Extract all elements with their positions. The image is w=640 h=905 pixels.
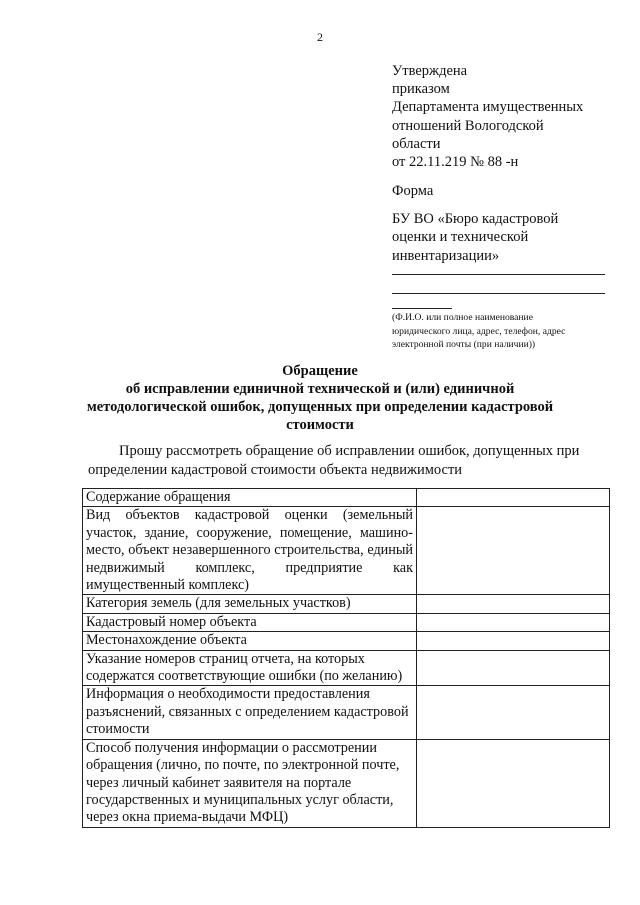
recipient-line: инвентаризации»: [392, 247, 500, 264]
row-value: [417, 686, 610, 739]
table-row: [83, 507, 610, 595]
row-value: [417, 739, 610, 827]
approval-line: Утверждена: [392, 63, 468, 79]
form-recipient-block: [392, 182, 622, 265]
applicant-fill-line: [392, 274, 605, 275]
applicant-fill-line: [392, 293, 605, 294]
approval-line: от 22.11.219 № 88 -н: [392, 154, 519, 171]
row-value: [417, 632, 610, 650]
row-label: Категория земель (для земельных участков): [83, 595, 417, 613]
row-label: Местонахождение объекта: [83, 632, 417, 650]
recipient-line: оценки и технической: [392, 229, 529, 245]
page-number: 2: [317, 30, 323, 44]
approval-line: приказом: [392, 81, 450, 98]
approval-line: отношений Вологодской: [392, 117, 544, 134]
row-label: Вид объектов кадастровой оценки (земельный участок, здание, сооружение, помещение, машино-место, объект незавершенного строительства, единый недвижимый комплекс, предприятие как имущественный комплекс): [83, 507, 417, 595]
table-row: [83, 650, 610, 686]
table-row: [83, 739, 610, 827]
row-label: Кадастровый номер объекта: [83, 613, 417, 631]
row-value: [417, 489, 610, 507]
row-label: Информация о необходимости предоставления разъяснений, связанных с определением кадастровой стоимости: [83, 686, 417, 739]
hint-line: электронной почты (при наличии)): [392, 339, 536, 350]
intro-line: определении кадастровой стоимости объекта недвижимости: [88, 461, 463, 478]
row-label: Способ получения информации о рассмотрении обращения (лично, по почте, по электронной почте, через личный кабинет заявителя на портале государственных и муниципальных услуг области, через окна приема-выдачи МФЦ): [83, 739, 417, 827]
row-label: Содержание обращения: [83, 489, 417, 507]
title-line: методологической ошибок, допущенных при определении кадастровой: [86, 399, 554, 415]
approval-line: Департамента имущественных: [392, 99, 584, 116]
recipient-line: БУ ВО «Бюро кадастровой: [392, 210, 559, 227]
row-value: [417, 507, 610, 595]
table-row: [83, 489, 610, 507]
row-value: [417, 595, 610, 613]
request-table: [82, 488, 610, 828]
title-line: стоимости: [286, 417, 354, 433]
applicant-hint: [392, 311, 632, 352]
table-row: [83, 595, 610, 613]
document-title: [0, 362, 640, 434]
hint-divider: [392, 308, 452, 309]
approval-block: [392, 62, 622, 171]
row-value: [417, 650, 610, 686]
form-label: Форма: [392, 183, 434, 199]
hint-line: юридического лица, адрес, телефон, адрес: [392, 325, 566, 337]
approval-line: области: [392, 135, 441, 152]
row-label: Указание номеров страниц отчета, на которых содержатся соответствующие ошибки (по желанию): [83, 650, 417, 686]
table-row: [83, 686, 610, 739]
table-row: [83, 632, 610, 650]
row-value: [417, 613, 610, 631]
hint-line: (Ф.И.О. или полное наименование: [392, 312, 533, 323]
table-row: [83, 613, 610, 631]
title-line: об исправлении единичной технической и (или) единичной: [125, 381, 515, 397]
title-line: Обращение: [282, 363, 358, 379]
intro-line: Прошу рассмотреть обращение об исправлении ошибок, допущенных при: [119, 443, 580, 459]
intro-paragraph: [88, 442, 608, 479]
